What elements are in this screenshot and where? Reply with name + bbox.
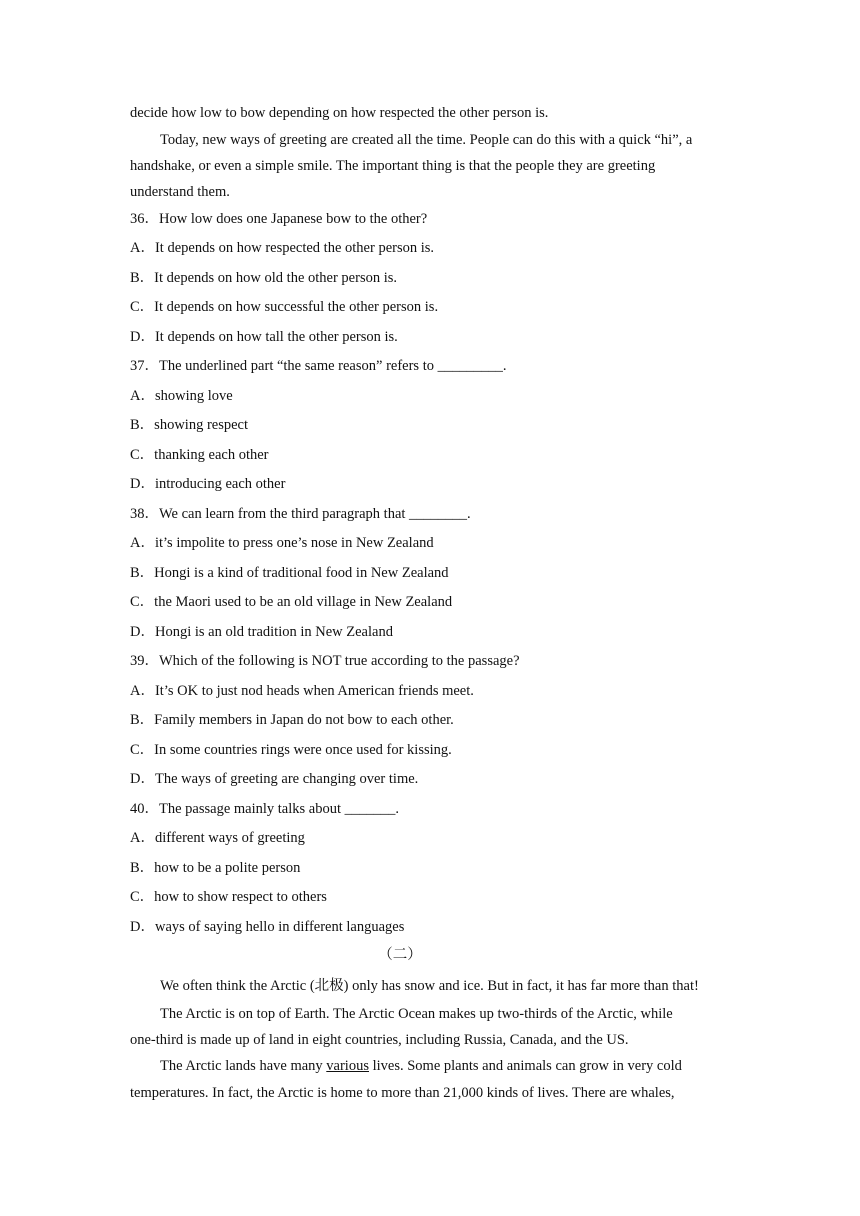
question-40-option-c: C．how to show respect to others: [130, 889, 327, 905]
question-38-stem: 38．We can learn from the third paragraph that ________.: [130, 506, 471, 522]
question-40-option-b: B．how to be a polite person: [130, 860, 301, 876]
passage2-paragraph-2-line-2: one-third is made up of land in eight countries, including Russia, Canada, and the US.: [130, 1032, 629, 1048]
question-40-option-a: A．different ways of greeting: [130, 830, 305, 846]
text-run: lives. Some plants and animals can grow in very cold: [368, 1058, 682, 1074]
question-39-option-d: D．The ways of greeting are changing over time.: [130, 771, 419, 787]
question-37-option-b: B．showing respect: [130, 417, 248, 433]
question-40-stem: 40．The passage mainly talks about _______.: [130, 801, 400, 817]
question-38-option-c: C．the Maori used to be an old village in New Zealand: [130, 594, 453, 610]
passage2-paragraph-2-line-1: The Arctic is on top of Earth. The Arctic Ocean makes up two-thirds of the Arctic, while: [160, 1006, 673, 1022]
question-37-option-d: D．introducing each other: [130, 476, 286, 492]
question-36-option-c: C．It depends on how successful the other person is.: [130, 299, 439, 315]
question-39-option-c: C．In some countries rings were once used for kissing.: [130, 742, 452, 758]
question-37-option-a: A．showing love: [130, 388, 233, 404]
section-heading: （二）: [378, 947, 422, 963]
passage2-paragraph-3-line-1: [160, 1056, 682, 1076]
question-36-stem: 36．How low does one Japanese bow to the other?: [130, 211, 428, 227]
passage-line: handshake, or even a simple smile. The important thing is that the people they are greeting: [130, 158, 656, 174]
passage-line: Today, new ways of greeting are created all the time. People can do this with a quick “hi”, a: [160, 132, 693, 148]
question-38-option-d: D．Hongi is an old tradition in New Zealand: [130, 624, 393, 640]
question-39-option-a: A．It’s OK to just nod heads when American friends meet.: [130, 683, 474, 699]
question-37-option-c: C．thanking each other: [130, 447, 269, 463]
question-39-stem: 39．Which of the following is NOT true according to the passage?: [130, 653, 520, 669]
question-40-option-d: D．ways of saying hello in different languages: [130, 919, 405, 935]
passage2-paragraph-1: We often think the Arctic (北极) only has snow and ice. But in fact, it has far more than that!: [160, 978, 699, 994]
question-36-option-b: B．It depends on how old the other person is.: [130, 270, 398, 286]
question-37-stem: 37．The underlined part “the same reason” refers to _________.: [130, 358, 507, 374]
passage-line: decide how low to bow depending on how respected the other person is.: [130, 105, 549, 121]
question-38-option-a: A．it’s impolite to press one’s nose in New Zealand: [130, 535, 434, 551]
text-run: The Arctic lands have many: [160, 1058, 327, 1074]
question-38-option-b: B．Hongi is a kind of traditional food in New Zealand: [130, 565, 449, 581]
passage2-paragraph-3-line-2: temperatures. In fact, the Arctic is home to more than 21,000 kinds of lives. There are whales,: [130, 1085, 675, 1101]
question-36-option-a: A．It depends on how respected the other person is.: [130, 240, 435, 256]
question-39-option-b: B．Family members in Japan do not bow to each other.: [130, 712, 454, 728]
question-36-option-d: D．It depends on how tall the other person is.: [130, 329, 398, 345]
underlined-word: various: [326, 1058, 369, 1074]
passage-line: understand them.: [130, 184, 230, 200]
